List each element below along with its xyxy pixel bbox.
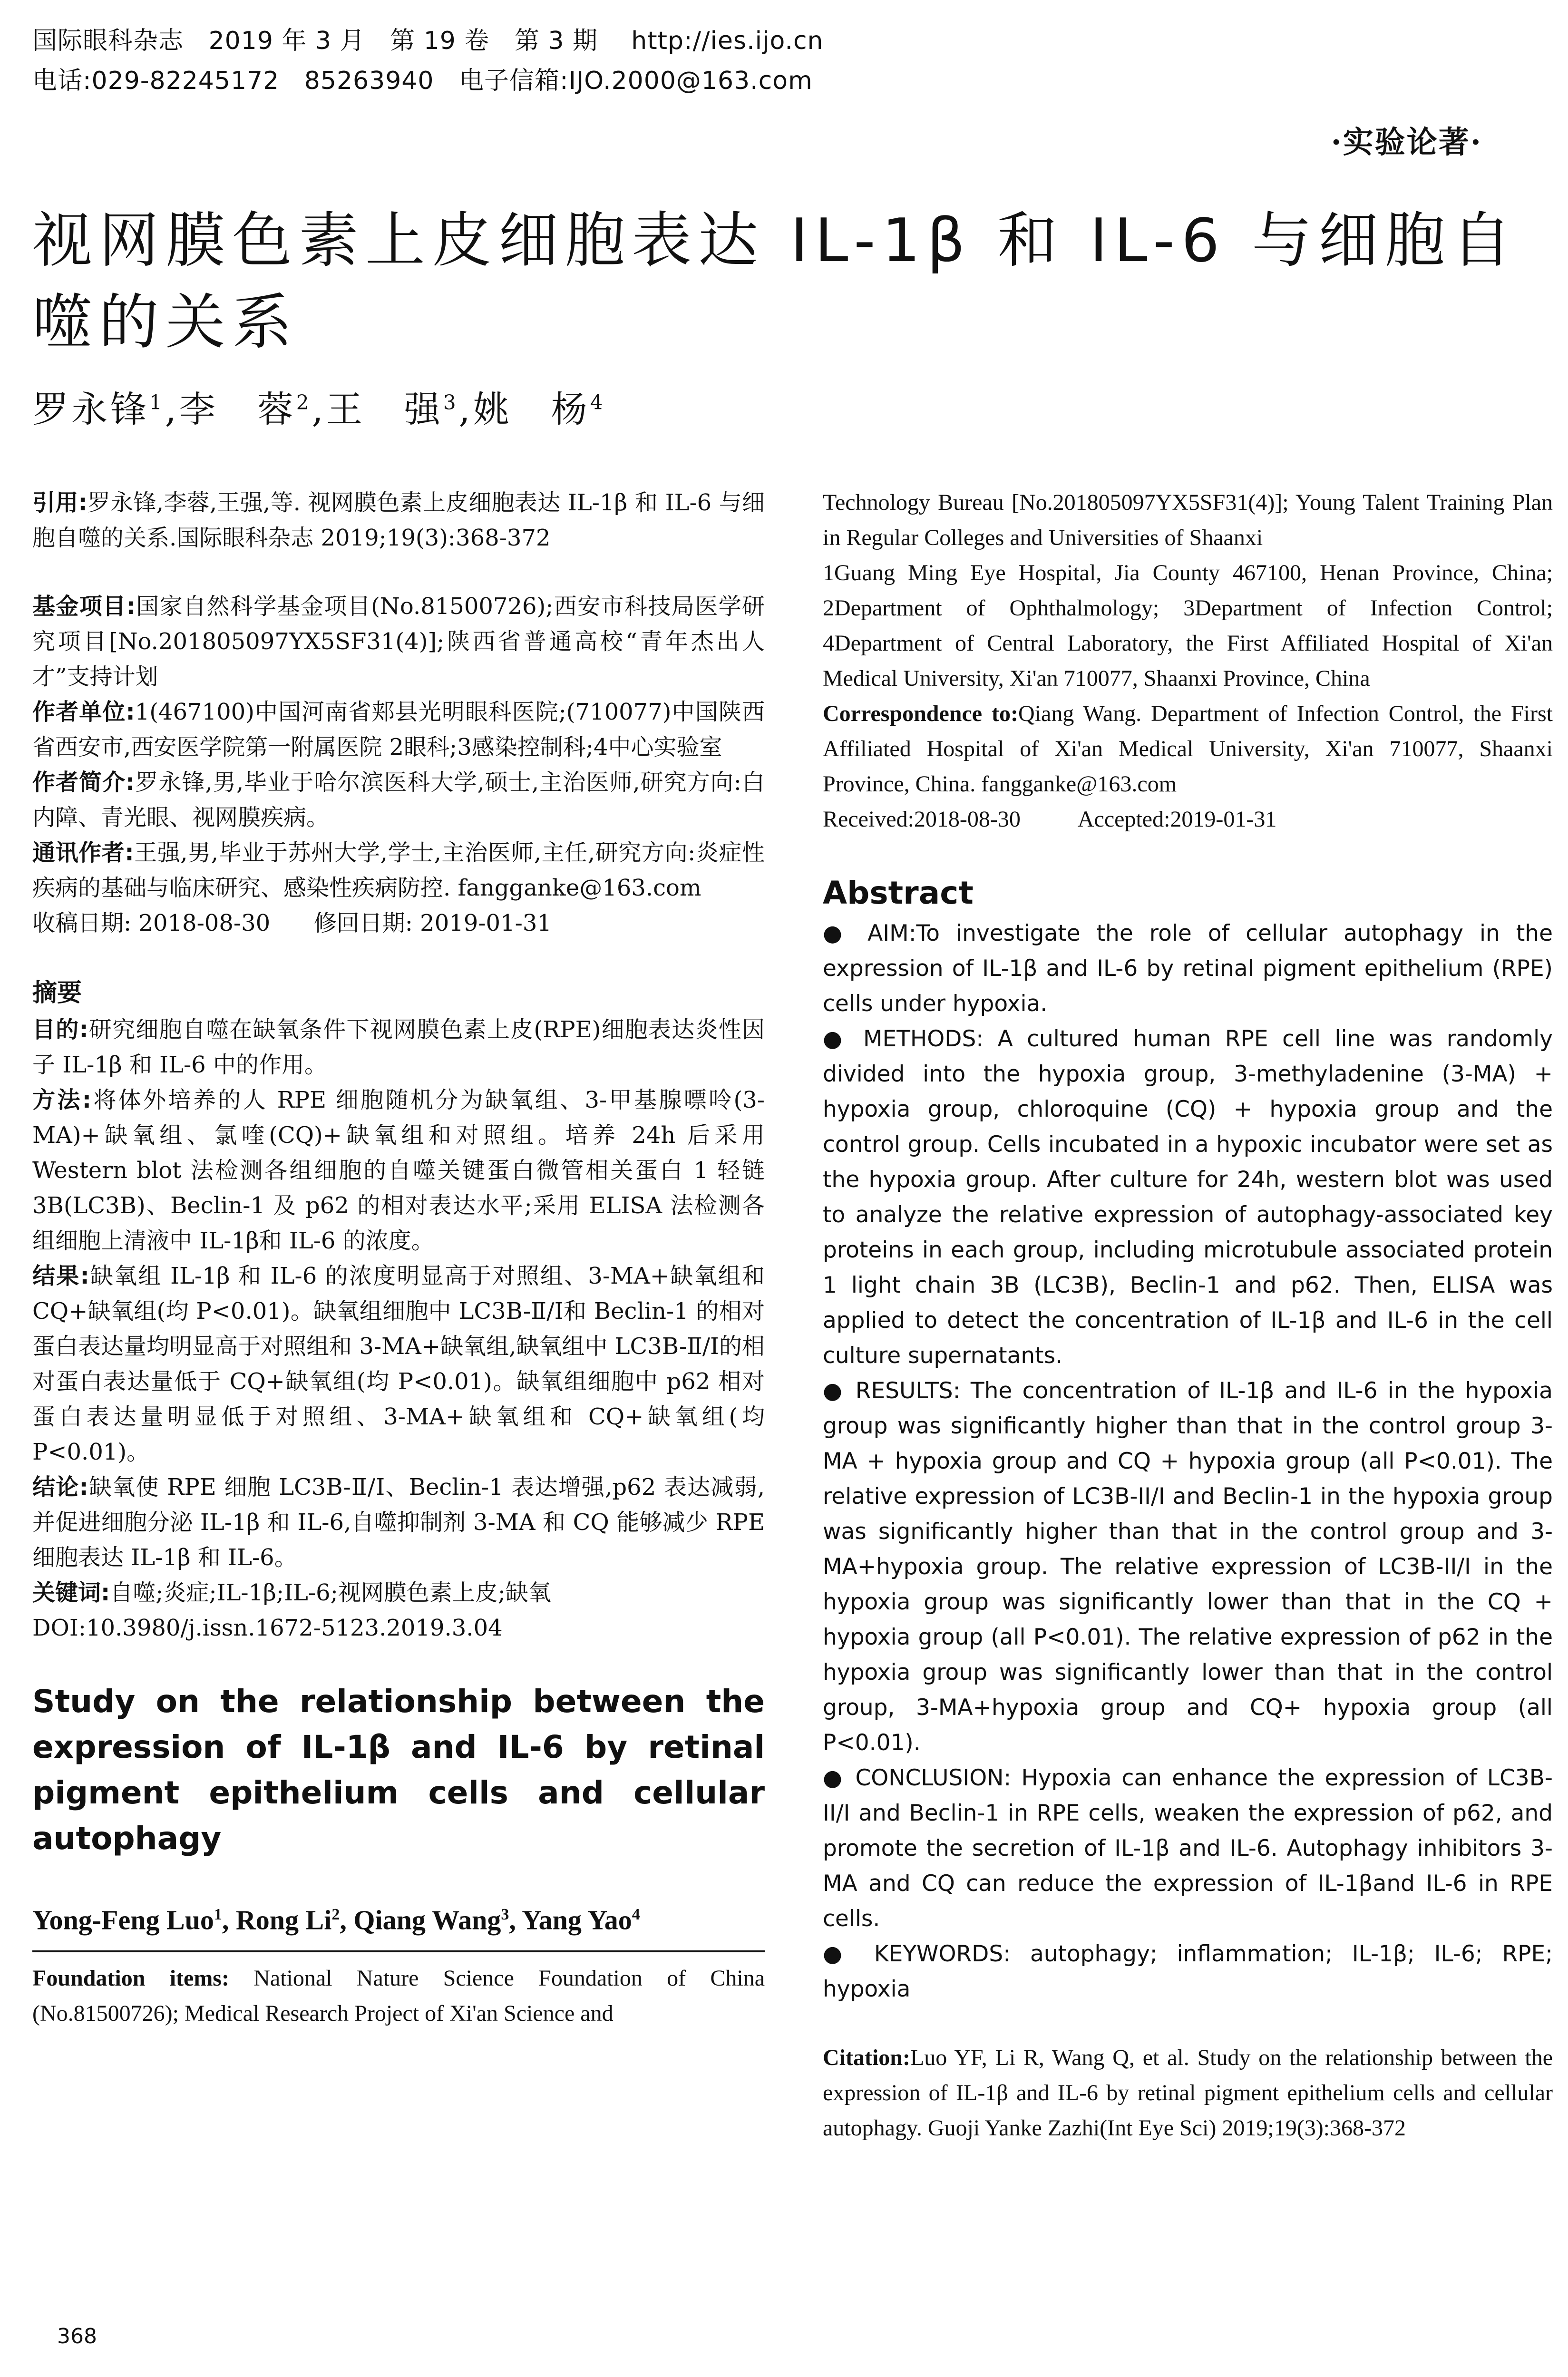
- author-en-sup: 2: [331, 1906, 340, 1923]
- received-date-zh: 收稿日期: 2018-08-30: [32, 910, 271, 936]
- aim-label: ● AIM:: [823, 920, 916, 946]
- keywords-text: 自噬;炎症;IL-1β;IL-6;视网膜色素上皮;缺氧: [110, 1579, 552, 1606]
- fund-items: [32, 589, 765, 694]
- bio-label: 作者简介:: [32, 769, 135, 796]
- author-en-sup: 3: [501, 1906, 509, 1923]
- results-label: 结果:: [32, 1263, 89, 1289]
- citation-en: [823, 2040, 1553, 2146]
- conclusion-text-en: Hypoxia can enhance the expression of LC3B-II/I and Beclin-1 in RPE cells, weaken the expression of p62, and promote the secretion of IL-1β and IL-6. Autophagy inhibitors 3-MA and CQ can reduce the expression of IL-1βand IL-6 in RPE cells.: [823, 1765, 1553, 1932]
- corr-text: 王强,男,毕业于苏州大学,学士,主治医师,主任,研究方向:炎症性疾病的基础与临床研究、感染性疾病防控. fangganke@163.com: [32, 839, 765, 901]
- authors-en: Yong-Feng Luo$^1$, Rong Li$^2$, Qiang Wang$^3$, Yang Yao$^4$: [32, 1904, 640, 1936]
- correspondence-text: Qiang Wang. Department of Infection Control, the First Affiliated Hospital of Xi'an Medical University, Xi'an 710077, Shaanxi Province, China. fangganke@163.com: [823, 701, 1553, 797]
- aim-en: [823, 916, 1553, 1022]
- author-en-sup: 4: [632, 1906, 640, 1923]
- foundation-label: Foundation items:: [32, 1966, 229, 1991]
- citation-label-en: Citation:: [823, 2045, 910, 2070]
- author-en-name: Qiang Wang: [353, 1904, 501, 1936]
- author-bio: [32, 765, 765, 835]
- abstract-heading-zh: 摘要: [32, 979, 82, 1007]
- corr-label: 通讯作者:: [32, 839, 134, 866]
- divider: [32, 1950, 765, 1952]
- paper-title-zh: 视网膜色素上皮细胞表达 IL-1β 和 IL-6 与细胞自噬的关系: [32, 205, 1519, 357]
- affiliation-en: 1Guang Ming Eye Hospital, Jia County 467100, Henan Province, China; 2Department of Ophthalmology; 3Department of Infection Control; 4Department of Central Laboratory, the First Affiliated Hospital of Xi'an Medical University, Xi'an 710077, Shaanxi Province, China: [823, 560, 1553, 691]
- doi: DOI:10.3980/j.issn.1672-5123.2019.3.04: [32, 1615, 503, 1641]
- abstract-heading-en: Abstract: [823, 875, 974, 911]
- citation-text: 罗永锋,李蓉,王强,等. 视网膜色素上皮细胞表达 IL-1β 和 IL-6 与细胞自噬的关系.国际眼科杂志 2019;19(3):368-372: [32, 489, 765, 551]
- author-zh-name: 姚 杨: [473, 388, 590, 430]
- results-text-en: The concentration of IL-1β and IL-6 in the hypoxia group was significantly higher than that in the control group 3-MA + hypoxia group and CQ + hypoxia group (all P<0.01). The relative expression of LC3B-II/I and Beclin-1 in the hypoxia group was significantly higher than that in the control group and 3-MA+hypoxia group. The relative expression of LC3B-II/I in the hypoxia group was significantly lower than that in the CQ + hypoxia group (all P<0.01). The relative expression of p62 in the hypoxia group was significantly lower than that in the control group, 3-MA+hypoxia group and CQ+ hypoxia group (all P<0.01).: [823, 1378, 1553, 1756]
- results-en: [823, 1374, 1553, 1761]
- foundation-text: National Nature Science Foundation of China (No.81500726); Medical Research Project of Xi'an Science and: [32, 1966, 765, 2026]
- right-column: [823, 485, 1553, 2146]
- affil-text: 1(467100)中国河南省郏县光明眼科医院;(710077)中国陕西省西安市,西安医学院第一附属医院 2眼科;3感染控制科;4中心实验室: [32, 699, 765, 760]
- left-column: [32, 485, 765, 2031]
- revised-date-zh: 修回日期: 2019-01-31: [313, 910, 552, 936]
- accepted-date-en: Accepted:2019-01-31: [1077, 807, 1277, 832]
- keywords-en: [823, 1937, 1553, 2007]
- methods-text: 将体外培养的人 RPE 细胞随机分为缺氧组、3-甲基腺嘌呤(3-MA)+缺氧组、氯喹(CQ)+缺氧组和对照组。培养 24h 后采用 Western blot 法检测各组细胞的自噬关键蛋白微管相关蛋白 1 轻链 3B(LC3B)、Beclin-1 及 p62 的相对表达水平;采用 ELISA 法检测各组细胞上清液中 IL-1β和 IL-6 的浓度。: [32, 1087, 765, 1254]
- conclusion-label-en: ● CONCLUSION:: [823, 1765, 1012, 1791]
- methods-text-en: A cultured human RPE cell line was randomly divided into the hypoxia group, 3-methyladenine (3-MA) + hypoxia group, chloroquine (CQ) + hypoxia group and the control group. Cells incubated in a hypoxic incubator were set as the hypoxia group. After culture for 24h, western blot was used to analyze the relative expression of autophagy-associated key proteins in each group, including microtubule associated protein 1 light chain 3B (LC3B), Beclin-1 and p62. Then, ELISA was applied to detect the concentration of IL-1β and IL-6 in the cell culture supernatants.: [823, 1026, 1553, 1369]
- methods-zh: [32, 1082, 765, 1258]
- foundation-items-en: [32, 1961, 765, 2031]
- journal-contact-line: 电话:029-82245172 85263940 电子信箱:IJO.2000@163.com: [32, 67, 813, 95]
- results-zh: [32, 1258, 765, 1470]
- affil-label: 作者单位:: [32, 699, 135, 725]
- authors-zh: 罗永锋$^1$,李 蓉$^2$,王 强$^3$,姚 杨$^4$: [32, 388, 606, 430]
- journal-info-line: 国际眼科杂志 2019 年 3 月 第 19 卷 第 3 期 http://ies.ijo.cn: [32, 27, 824, 55]
- methods-label-en: ● METHODS:: [823, 1026, 984, 1052]
- conclusion-label: 结论:: [32, 1474, 88, 1500]
- keywords-label: 关键词:: [32, 1579, 110, 1606]
- keywords-label-en: ● KEYWORDS:: [823, 1941, 1011, 1967]
- journal-header: [32, 21, 1535, 101]
- author-zh-name: 李 蓉: [179, 388, 296, 430]
- aim-text: To investigate the role of cellular autophagy in the expression of IL-1β and IL-6 by retinal pigment epithelium (RPE) cells under hypoxia.: [823, 920, 1553, 1017]
- foundation-cont: Technology Bureau [No.201805097YX5SF31(4)]; Young Talent Training Plan in Regular Colleges and Universities of Shaanxi: [823, 490, 1553, 550]
- author-affiliation: [32, 694, 765, 765]
- methods-en: [823, 1022, 1553, 1374]
- methods-label: 方法:: [32, 1087, 91, 1113]
- fund-label: 基金项目:: [32, 593, 136, 620]
- author-zh-sup: 2: [296, 390, 312, 414]
- author-en-name: Rong Li: [235, 1904, 332, 1936]
- objective-zh: [32, 1012, 765, 1082]
- author-zh-name: 罗永锋: [32, 388, 149, 430]
- results-text: 缺氧组 IL-1β 和 IL-6 的浓度明显高于对照组、3-MA+缺氧组和 CQ+缺氧组(均 P<0.01)。缺氧组细胞中 LC3B-Ⅱ/Ⅰ和 Beclin-1 的相对蛋白表达量均明显高于对照组和 3-MA+缺氧组,缺氧组中 LC3B-Ⅱ/Ⅰ的相对蛋白表达量低于 CQ+缺氧组(均 P<0.01)。缺氧组细胞中 p62 相对蛋白表达量明显低于对照组、3-MA+缺氧组和 CQ+缺氧组(均 P<0.01)。: [32, 1263, 765, 1465]
- author-en-sup: 1: [214, 1906, 222, 1923]
- correspondence-label: Correspondence to:: [823, 701, 1019, 726]
- received-date-en: Received:2018-08-30: [823, 807, 1021, 832]
- dates-zh: [32, 906, 765, 941]
- conclusion-en: [823, 1761, 1553, 1937]
- author-en-name: Yong-Feng Luo: [32, 1904, 214, 1936]
- author-zh-sup: 1: [149, 390, 165, 414]
- citation-text-en: Luo YF, Li R, Wang Q, et al. Study on the relationship between the expression of IL-1β and IL-6 by retinal pigment epithelium cells and cellular autophagy. Guoji Yanke Zazhi(Int Eye Sci) 2019;19(3):368-372: [823, 2045, 1553, 2141]
- objective-label: 目的:: [32, 1016, 88, 1043]
- author-zh-sup: 3: [443, 390, 459, 414]
- page-number: 368: [57, 2324, 97, 2348]
- keywords-zh: [32, 1575, 765, 1610]
- fund-text: 国家自然科学基金项目(No.81500726);西安市科技局医学研究项目[No.201805097YX5SF31(4)];陕西省普通高校“青年杰出人才”支持计划: [32, 593, 765, 690]
- paper-title-en: Study on the relationship between the expression of IL-1β and IL-6 by retinal pigment epithelium cells and cellular autophagy: [32, 1683, 765, 1857]
- objective-text: 研究细胞自噬在缺氧条件下视网膜色素上皮(RPE)细胞表达炎性因子 IL-1β 和 IL-6 中的作用。: [32, 1016, 765, 1078]
- citation-zh: [32, 485, 765, 555]
- section-label: ·实验论著·: [1331, 125, 1482, 160]
- dates-en: [823, 802, 1553, 837]
- bio-text: 罗永锋,男,毕业于哈尔滨医科大学,硕士,主治医师,研究方向:白内障、青光眼、视网膜疾病。: [32, 769, 765, 831]
- corresponding-author: [32, 835, 765, 906]
- correspondence-en: [823, 696, 1553, 802]
- author-zh-name: 王 强: [326, 388, 443, 430]
- results-label-en: ● RESULTS:: [823, 1378, 961, 1404]
- author-zh-sup: 4: [590, 390, 606, 414]
- author-en-name: Yang Yao: [522, 1904, 632, 1936]
- keywords-text-en: autophagy; inflammation; IL-1β; IL-6; RPE; hypoxia: [823, 1941, 1553, 2002]
- citation-label: 引用:: [32, 489, 88, 516]
- conclusion-zh: [32, 1470, 765, 1575]
- conclusion-text: 缺氧使 RPE 细胞 LC3B-Ⅱ/Ⅰ、Beclin-1 表达增强,p62 表达减弱,并促进细胞分泌 IL-1β 和 IL-6,自噬抑制剂 3-MA 和 CQ 能够减少 RPE 细胞表达 IL-1β 和 IL-6。: [32, 1474, 765, 1571]
